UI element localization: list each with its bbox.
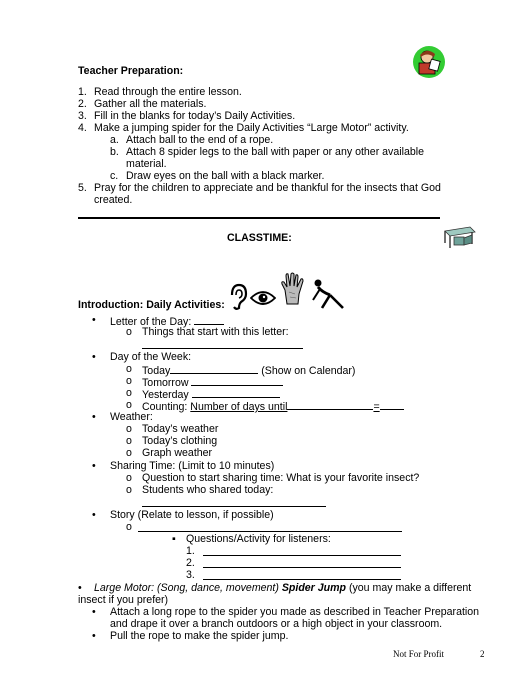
- prep-item-number: 3.: [78, 110, 87, 122]
- day-of-week-label: Day of the Week:: [110, 351, 192, 363]
- counting-eq: =: [373, 401, 380, 413]
- sub-bullet: o: [126, 447, 132, 459]
- large-motor-rest-cont: insect if you prefer): [78, 594, 169, 606]
- sub-bullet: o: [126, 521, 132, 533]
- prep-subitem-letter: b.: [110, 146, 119, 158]
- prep-subitem-letter: a.: [110, 134, 119, 146]
- large-motor-label: Large Motor: (Song, dance, movement): [94, 582, 282, 594]
- prep-item-number: 1.: [78, 86, 87, 98]
- yesterday-label: Yesterday: [142, 389, 192, 401]
- girl-reading-icon: [410, 44, 448, 80]
- yesterday-blank: [192, 387, 280, 398]
- square-bullet: ▪: [172, 533, 176, 545]
- question-number: 1.: [186, 545, 195, 557]
- things-start-blank: [142, 338, 303, 349]
- bullet: •: [92, 411, 96, 423]
- sub-bullet: o: [126, 399, 132, 411]
- question-blank: [203, 557, 401, 568]
- large-motor-row: [94, 582, 471, 594]
- prep-subitem-text: Attach ball to the end of a rope.: [126, 134, 274, 146]
- prep-item-text: Read through the entire lesson.: [94, 86, 242, 98]
- bullet: •: [92, 351, 96, 363]
- intro-heading: Introduction: Daily Activities:: [78, 299, 225, 311]
- large-motor-item-cont: and drape it over a branch outdoors or a high object in your classroom.: [110, 618, 443, 630]
- question-number: 3.: [186, 569, 195, 581]
- prep-subitem-text: Draw eyes on the ball with a black marker.: [126, 170, 325, 182]
- question-number: 2.: [186, 557, 195, 569]
- large-motor-item: Pull the rope to make the spider jump.: [110, 630, 289, 642]
- counting-result-blank: [380, 399, 404, 410]
- letter-of-day-label: Letter of the Day:: [110, 316, 195, 328]
- weather-item: Today’s clothing: [142, 435, 218, 447]
- prep-item-text: Pray for the children to appreciate and be thankful for the insects that God: [94, 182, 441, 194]
- large-motor-title: Spider Jump: [281, 582, 347, 594]
- weather-item: Today’s weather: [142, 423, 219, 435]
- ear-icon: [228, 283, 248, 311]
- today-suffix: (Show on Calendar): [258, 365, 356, 377]
- bullet: •: [78, 582, 82, 594]
- sub-bullet: o: [126, 387, 132, 399]
- section-divider: [78, 217, 440, 219]
- sharing-item: Question to start sharing time: What is your favorite insect?: [142, 472, 420, 484]
- question-blank: [203, 545, 401, 556]
- sharing-item: Students who shared today:: [142, 484, 274, 496]
- tomorrow-blank: [191, 375, 283, 386]
- counting-row: [142, 399, 404, 413]
- prep-item-number: 2.: [78, 98, 87, 110]
- prep-item-number: 5.: [78, 182, 87, 194]
- sub-bullet: o: [126, 484, 132, 496]
- sub-bullet: o: [126, 375, 132, 387]
- stretching-person-icon: [310, 278, 346, 310]
- desk-icon: [442, 223, 478, 251]
- story-blank: [138, 521, 402, 532]
- sub-bullet: o: [126, 435, 132, 447]
- prep-item-text: Make a jumping spider for the Daily Activities “Large Motor” activity.: [94, 122, 409, 134]
- sub-bullet: o: [126, 423, 132, 435]
- classtime-heading: CLASSTIME:: [227, 232, 292, 244]
- counting-label: Counting:: [142, 401, 191, 413]
- prep-item-text: Gather all the materials.: [94, 98, 207, 110]
- bullet: •: [92, 314, 96, 326]
- footer-text: Not For Profit: [393, 649, 445, 659]
- sharing-blank: [142, 496, 326, 507]
- weather-label: Weather:: [110, 411, 153, 423]
- sub-bullet: o: [126, 326, 132, 338]
- large-motor-item: Attach a long rope to the spider you made as described in Teacher Preparation: [110, 606, 480, 618]
- prep-item-number: 4.: [78, 122, 87, 134]
- sub-bullet: o: [126, 472, 132, 484]
- large-motor-rest: (you may make a different: [346, 582, 472, 594]
- bullet: •: [92, 606, 96, 618]
- page-number: 2: [480, 649, 485, 659]
- sub-bullet: o: [126, 363, 132, 375]
- bullet: •: [92, 460, 96, 472]
- question-blank-row: [203, 569, 401, 583]
- questions-label: Questions/Activity for listeners:: [186, 533, 331, 545]
- hand-icon: [280, 272, 306, 306]
- counting-blank: [287, 399, 373, 410]
- eye-icon: [250, 289, 276, 307]
- things-start-label: Things that start with this letter:: [142, 326, 289, 338]
- weather-item: Graph weather: [142, 447, 213, 459]
- teacher-prep-heading: Teacher Preparation:: [78, 65, 184, 77]
- sharing-blank-row: [142, 496, 326, 510]
- question-blank: [203, 569, 401, 580]
- today-label: Today: [142, 365, 171, 377]
- prep-subitem-letter: c.: [110, 170, 119, 182]
- bullet: •: [92, 630, 96, 642]
- things-start-blank-row: [142, 338, 303, 352]
- tomorrow-label: Tomorrow: [142, 377, 192, 389]
- bullet: •: [92, 509, 96, 521]
- letter-blank: [194, 314, 224, 325]
- counting-text: Number of days until: [190, 401, 288, 413]
- story-label: Story (Relate to lesson, if possible): [110, 509, 274, 521]
- prep-item-text-cont: created.: [94, 194, 133, 206]
- today-blank: [170, 363, 258, 374]
- prep-item-text: Fill in the blanks for today’s Daily Activities.: [94, 110, 296, 122]
- prep-subitem-text: Attach 8 spider legs to the ball with paper or any other available: [126, 146, 424, 158]
- prep-subitem-text-cont: material.: [126, 158, 167, 170]
- sharing-label: Sharing Time: (Limit to 10 minutes): [110, 460, 275, 472]
